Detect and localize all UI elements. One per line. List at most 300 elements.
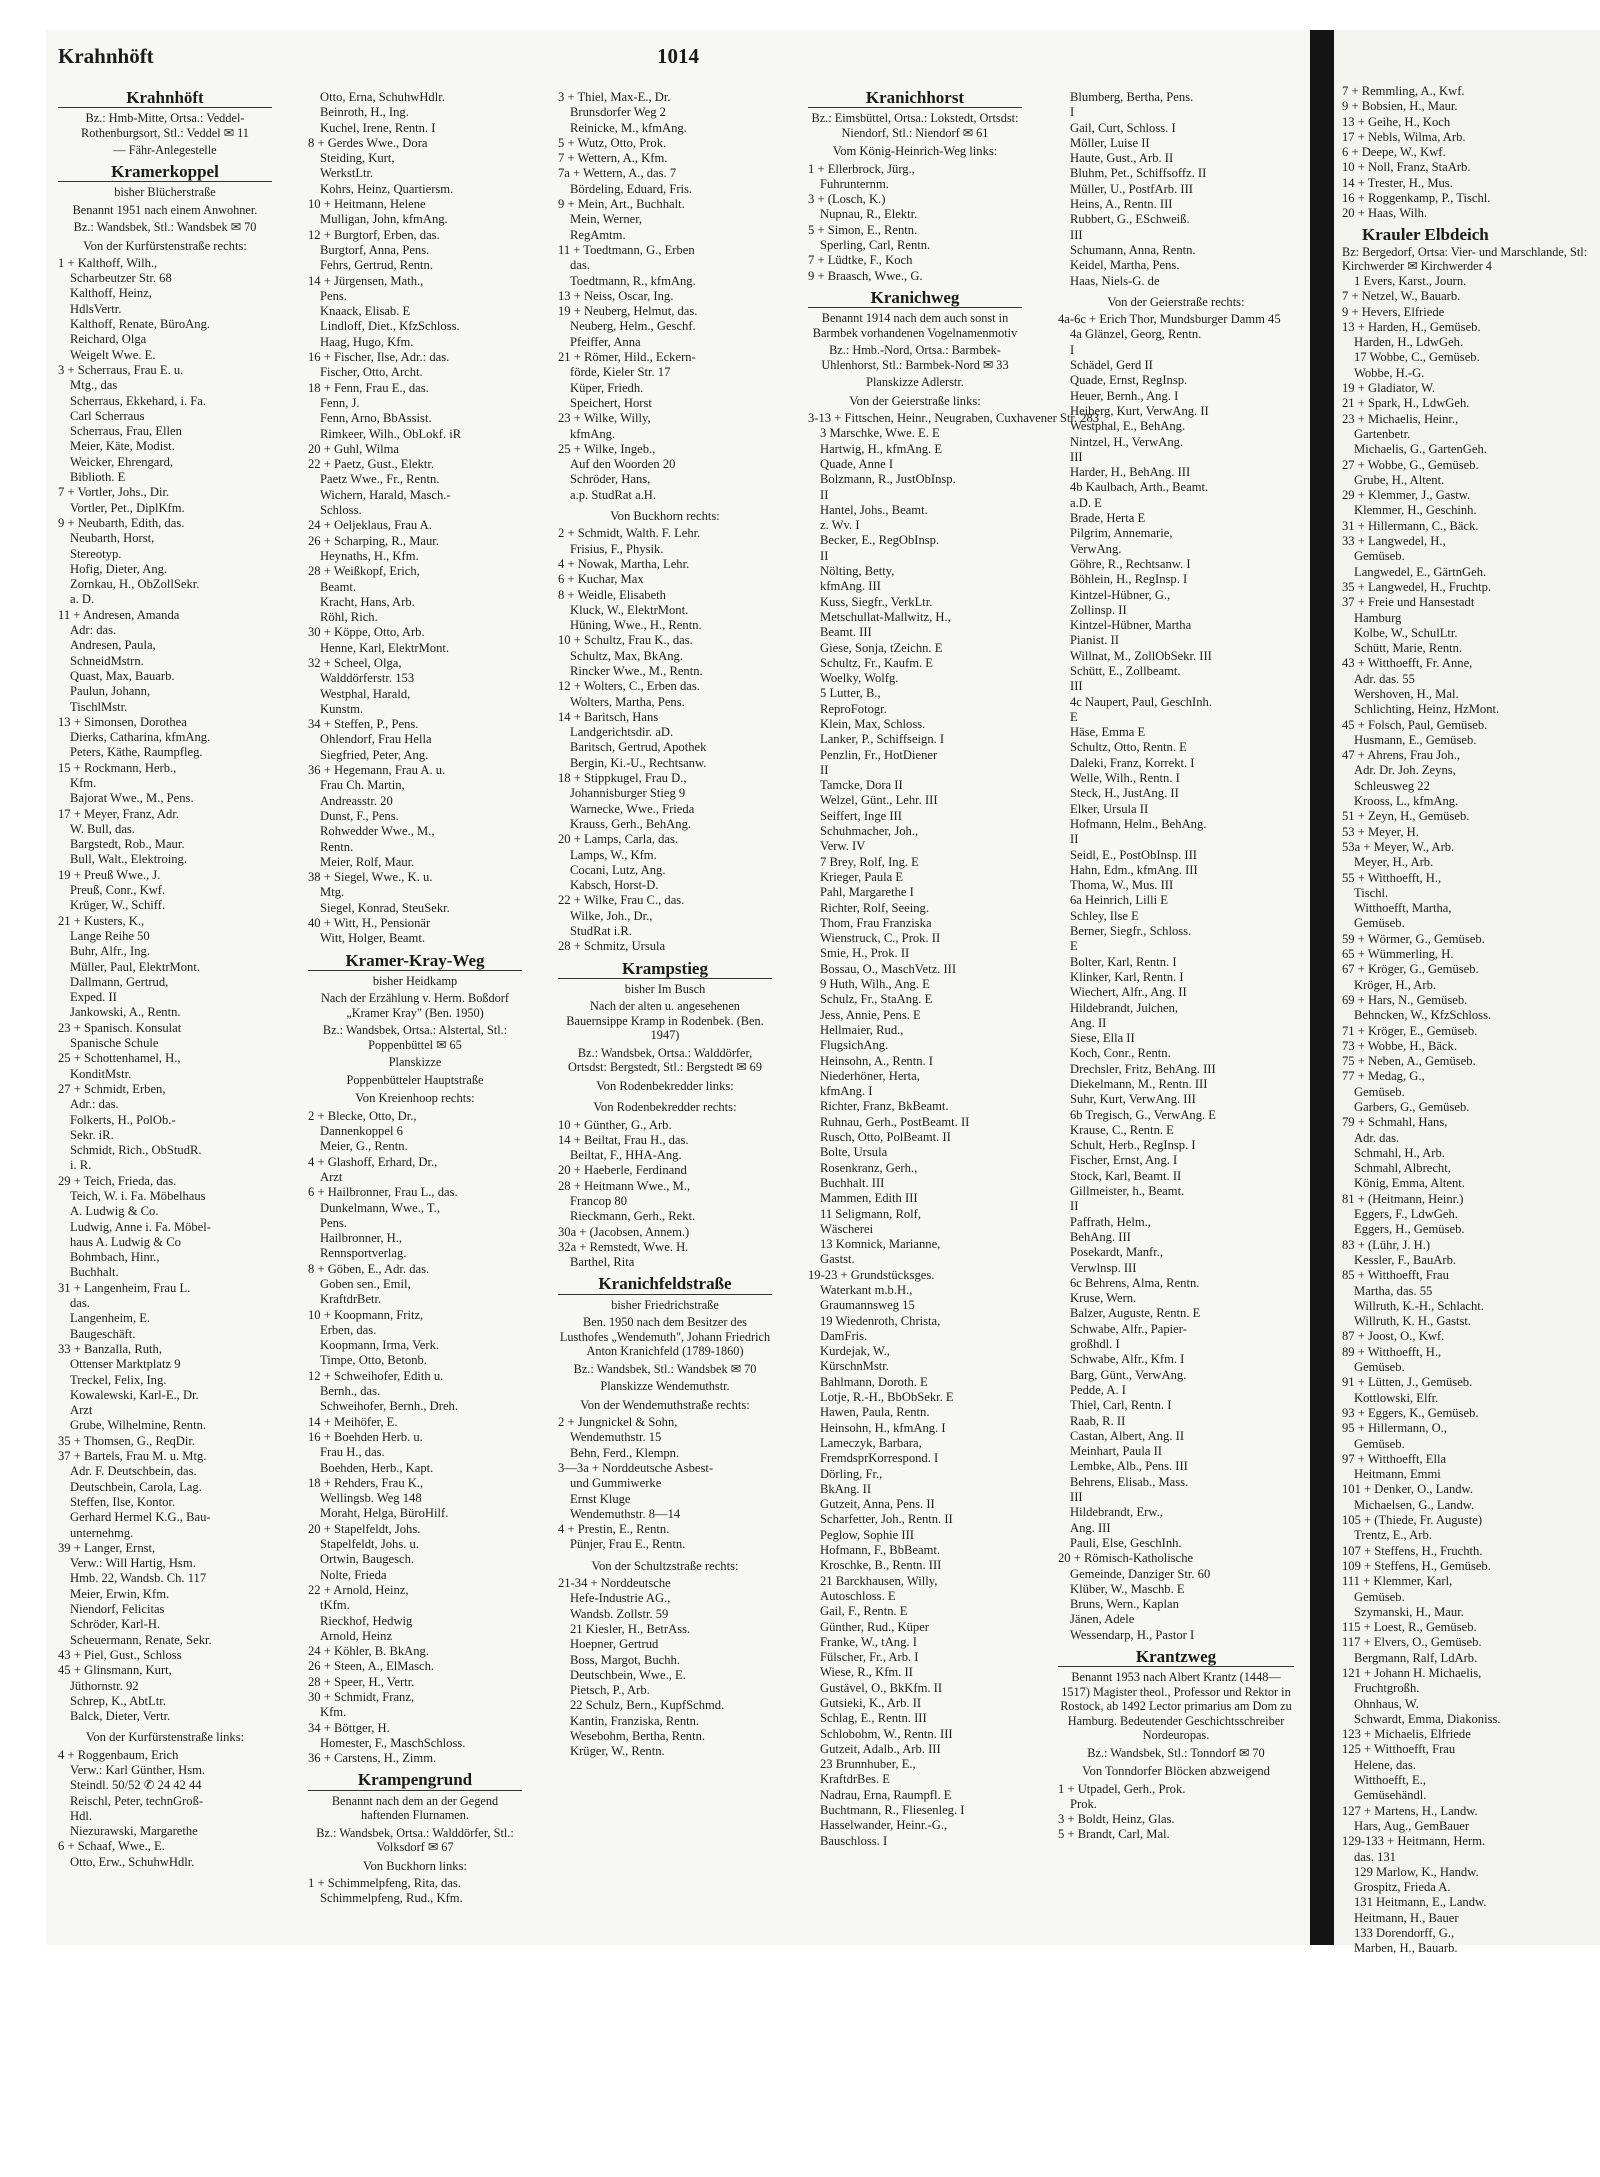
resident-entry: Otto, Erna, SchuhwHdlr.	[320, 90, 445, 104]
resident-entry: Bossau, O., MaschVetz. III	[820, 961, 957, 976]
resident-entry: Ortwin, Baugesch.	[320, 1552, 415, 1567]
resident-entry: 95 + Hillermann, O.,	[1342, 1421, 1448, 1436]
resident-entry: Kroschke, B., Rentn. III	[820, 1558, 942, 1573]
resident-entry: Gillmeister, h., Beamt.	[1070, 1184, 1185, 1199]
resident-entry: Krause, C., Rentn. E	[1070, 1122, 1174, 1137]
resident-entry: II	[820, 762, 829, 777]
resident-entry: Bolzmann, R., JustObInsp.	[820, 472, 956, 487]
street-section	[1058, 295, 1294, 1643]
resident-entry: Auf den Woorden 20	[570, 457, 676, 472]
resident-entry: 55 + Witthoefft, H.,	[1342, 870, 1442, 885]
resident-entry: 7 + Remmling, A., Kwf.	[1342, 84, 1465, 98]
street-info: — Fähr-Anlegestelle	[113, 143, 217, 158]
resident-entry: 87 + Joost, O., Kwf.	[1342, 1329, 1445, 1344]
street-title: Krampstieg	[558, 961, 772, 979]
resident-entry: 1 + Utpadel, Gerh., Prok.	[1058, 1781, 1186, 1796]
resident-entry: 13 + Simonsen, Dorothea	[58, 714, 187, 729]
resident-entry: Buchtmann, R., Fliesenleg. I	[820, 1803, 965, 1818]
resident-entry: Kolbe, W., SchulLtr.	[1354, 625, 1458, 640]
resident-entry: 34 + Böttger, H.	[308, 1720, 390, 1735]
resident-entry: 38 + Siegel, Wwe., K. u.	[308, 870, 433, 885]
resident-entry: Jankowski, A., Rentn.	[70, 1005, 181, 1020]
street-title: Krauler Elbdeich	[1362, 224, 1489, 244]
resident-entry: 33 + Langwedel, H.,	[1342, 534, 1446, 549]
resident-entry: 31 + Langenheim, Frau L.	[58, 1280, 191, 1295]
resident-entry: Krüger, W., Rentn.	[570, 1744, 665, 1759]
resident-entry: Speichert, Horst	[570, 395, 652, 410]
resident-entry: Schweihofer, Bernh., Dreh.	[320, 1399, 458, 1414]
resident-entry: tKfm.	[320, 1598, 350, 1613]
resident-entry: 8 + Gerdes Wwe., Dora	[308, 135, 428, 150]
resident-entry: Buchhalt. III	[820, 1175, 885, 1190]
resident-entry: Hefe-Industrie AG.,	[570, 1591, 671, 1606]
resident-entry: Seiffert, Inge III	[820, 808, 902, 823]
resident-entry: Bauschloss. I	[820, 1833, 888, 1848]
resident-entry: Brunsdorfer Weg 2	[570, 105, 666, 120]
resident-entry: Trentz, E., Arb.	[1354, 1528, 1432, 1543]
resident-entry: 16 + Roggenkamp, P., Tischl.	[1342, 191, 1491, 206]
resident-entry: Peters, Käthe, Raumpfleg.	[70, 745, 203, 760]
resident-entry: 13 + Geihe, H., Koch	[1342, 114, 1451, 129]
resident-entry: Deutschbein, Carola, Lag.	[70, 1479, 202, 1494]
resident-entry: 28 + Heitmann Wwe., M.,	[558, 1178, 691, 1193]
resident-entry: Ohnhaus, W.	[1354, 1696, 1419, 1711]
resident-entry: Hildebrandt, Julchen,	[1070, 1000, 1179, 1015]
resident-entry: Husmann, E., Gemüseb.	[1354, 732, 1477, 747]
resident-entry: Dierks, Catharina, kfmAng.	[70, 730, 211, 745]
resident-entry: Fehrs, Gertrud, Rentn.	[320, 258, 433, 273]
resident-entry: Gail, Curt, Schloss. I	[1070, 120, 1176, 135]
resident-entry: Schultz, Otto, Rentn. E	[1070, 740, 1187, 755]
resident-entry: Rohwedder Wwe., M.,	[320, 824, 435, 839]
resident-entry: Heiberg, Kurt, VerwAng. II	[1070, 403, 1209, 418]
resident-entry: 21-34 + Norddeutsche	[558, 1576, 671, 1591]
resident-entry: Hartwig, H., kfmAng. E	[820, 441, 943, 456]
resident-entry: Lange Reihe 50	[70, 928, 150, 943]
resident-entry: 13 + Neiss, Oscar, Ing.	[558, 288, 674, 303]
column-2	[308, 84, 522, 1934]
street-info: bisher Blücherstraße	[114, 185, 216, 200]
resident-entry: 85 + Witthoefft, Frau	[1342, 1268, 1449, 1283]
street-info: bisher Im Busch	[624, 981, 706, 996]
resident-entry: Otto, Erw., SchuhwHdlr.	[70, 1854, 195, 1869]
resident-entry: 3-13 + Fittschen, Heinr., Neugraben, Cuxhavener Str. 283	[808, 411, 1100, 426]
resident-entry: Hellmaier, Rud.,	[820, 1022, 904, 1037]
resident-entry: 117 + Elvers, O., Gemüseb.	[1342, 1635, 1482, 1650]
resident-entry: Niezurawski, Margarethe	[70, 1824, 198, 1839]
street-info: Bz.: Wandsbek, Stl.: Wandsbek ✉ 70	[573, 1361, 757, 1376]
resident-entry: Adr. das. 55	[1354, 671, 1415, 686]
resident-entry: 9 + Neubarth, Edith, das.	[58, 515, 185, 530]
resident-entry: Gutzeit, Adalb., Arb. III	[820, 1741, 941, 1756]
resident-entry: Schütt, Marie, Rentn.	[1354, 641, 1463, 656]
resident-entry: Jüthornstr. 92	[70, 1678, 139, 1693]
resident-entry: Gustävel, O., BkKfm. II	[820, 1680, 943, 1695]
resident-entry: Bördeling, Eduard, Fris.	[570, 181, 693, 196]
street-info: Bz: Bergedorf, Ortsa: Vier- und Marschlande, Stl: Kirchwerder ✉ Kirchwerder 4	[1342, 244, 1588, 274]
resident-entry: 12 + Wolters, C., Erben das.	[558, 679, 700, 694]
resident-entry: Bolter, Karl, Rentn. I	[1070, 954, 1177, 969]
resident-entry: Smie, H., Prok. II	[820, 946, 910, 961]
street-section	[558, 90, 772, 503]
resident-entry: Hüning, Wwe., H., Rentn.	[570, 618, 702, 633]
street-info: Bz.: Hmb.-Nord, Ortsa.: Barmbek-Uhlenhorst, Stl.: Barmbek-Nord ✉ 33	[821, 343, 1009, 372]
resident-entry: Koch, Conr., Rentn.	[1070, 1046, 1171, 1061]
resident-entry: Kurdejak, W.,	[820, 1344, 890, 1359]
street-info: Bz.: Eimsbüttel, Ortsa.: Lokstedt, Ortsdst: Niendorf, Stl.: Niendorf ✉ 61	[811, 111, 1019, 140]
resident-entry: Röhl, Rich.	[320, 610, 378, 625]
resident-entry: Bohmbach, Hinr.,	[70, 1250, 160, 1265]
resident-entry: Heitmann, H., Bauer	[1354, 1910, 1459, 1925]
street-info: Poppenbütteler Hauptstraße	[346, 1072, 484, 1087]
resident-entry: 47 + Ahrens, Frau Joh.,	[1342, 748, 1460, 763]
resident-entry: 19 + Neuberg, Helmut, das.	[558, 304, 698, 319]
resident-entry: 29 + Klemmer, J., Gastw.	[1342, 488, 1471, 503]
resident-entry: Schultz, Fr., Kaufm. E	[820, 655, 933, 670]
resident-entry: Fuhrunternm.	[820, 176, 889, 191]
resident-entry: 6b Tregisch, G., VerwAng. E	[1070, 1107, 1216, 1122]
resident-entry: 10 + Noll, Franz, StaArb.	[1342, 160, 1471, 175]
resident-entry: Göhre, R., Rechtsanw. I	[1070, 556, 1191, 571]
resident-entry: Stock, Karl, Beamt. II	[1070, 1168, 1182, 1183]
resident-entry: Klemmer, H., Geschinh.	[1354, 503, 1477, 518]
resident-entry: II	[820, 487, 829, 502]
resident-entry: Johannisburger Stieg 9	[570, 786, 686, 801]
resident-entry: Dallmann, Gertrud,	[70, 974, 169, 989]
resident-entry: 3 + Scherraus, Frau E. u.	[58, 362, 184, 377]
resident-entry: Ang. III	[1070, 1520, 1111, 1535]
resident-entry: Barthel, Rita	[570, 1255, 635, 1270]
resident-entry: 77 + Medag, G.,	[1342, 1069, 1425, 1084]
street-title: Krahnhöft	[58, 90, 272, 108]
resident-entry: Burgtorf, Anna, Pens.	[320, 242, 430, 257]
resident-entry: das.	[70, 1296, 90, 1311]
resident-entry: Harder, H., BehAng. III	[1070, 465, 1191, 480]
resident-entry: Helene, das.	[1354, 1757, 1416, 1772]
resident-entry: 4a Glänzel, Georg, Rentn.	[1070, 327, 1202, 342]
resident-entry: 21 + Kusters, K.,	[58, 913, 145, 928]
resident-entry: Rimkeer, Wilh., ObLokf. iR	[320, 426, 462, 441]
resident-entry: Siegfried, Peter, Ang.	[320, 747, 429, 762]
resident-entry: Adr. F. Deutschbein, das.	[70, 1464, 197, 1479]
resident-entry: Müller, Paul, ElektrMont.	[70, 959, 200, 974]
resident-entry: 30 + Schmidt, Franz,	[308, 1690, 415, 1704]
resident-entry: Spanische Schule	[70, 1036, 159, 1051]
resident-entry: Schröder, Karl-H.	[70, 1617, 161, 1632]
resident-entry: Kfm.	[70, 775, 97, 790]
resident-entry: Hildebrandt, Erw.,	[1070, 1505, 1163, 1520]
resident-entry: 10 + Günther, G., Arb.	[558, 1117, 672, 1132]
resident-entry: Francop 80	[570, 1194, 628, 1208]
resident-entry: Biblioth. E	[70, 470, 126, 485]
resident-entry: Rentn.	[320, 839, 354, 854]
resident-entry: Schwabe, Alfr., Papier-	[1070, 1321, 1187, 1336]
resident-entry: 39 + Langer, Ernst,	[58, 1540, 156, 1555]
street-info: bisher Heidkamp	[372, 973, 458, 988]
resident-entry: Reischl, Peter, technGroß-	[70, 1793, 204, 1808]
resident-entry: 36 + Hegemann, Frau A. u.	[308, 763, 446, 778]
resident-entry: Meier, G., Rentn.	[320, 1139, 408, 1154]
resident-entry: Pens.	[320, 288, 347, 303]
direction-subhead: Von der Geierstraße links:	[849, 393, 981, 408]
resident-entry: 22 + Arnold, Heinz,	[308, 1582, 409, 1597]
resident-entry: Welzel, Günt., Lehr. III	[820, 793, 938, 808]
resident-entry: Mtg.	[320, 885, 345, 900]
resident-entry: Hofmann, Helm., BehAng.	[1070, 816, 1207, 831]
resident-entry: 20 + Guhl, Wilma	[308, 441, 400, 456]
resident-entry: RegAmtm.	[570, 227, 626, 242]
resident-entry: Gutzeit, Anna, Pens. II	[820, 1497, 935, 1512]
resident-entry: 111 + Klemmer, Karl,	[1342, 1574, 1453, 1589]
resident-entry: Schlobohm, W., Rentn. III	[820, 1726, 953, 1741]
resident-entry: 101 + Denker, O., Landw.	[1342, 1482, 1473, 1497]
resident-entry: Deutschbein, Wwe., E.	[570, 1667, 686, 1682]
resident-entry: Verw.: Karl Günther, Hsm.	[70, 1762, 206, 1777]
street-title: Krantzweg	[1058, 1649, 1294, 1667]
street-section	[808, 90, 1022, 284]
resident-entry: 37 + Freie und Hansestadt	[1342, 595, 1475, 610]
resident-entry: 20 + Lamps, Carla, das.	[558, 832, 679, 847]
resident-entry: Heynaths, H., Kfm.	[320, 548, 419, 563]
column-1	[58, 84, 272, 1934]
resident-entry: unternehmg.	[70, 1525, 134, 1540]
resident-entry: Kalthoff, Renate, BüroAng.	[70, 317, 211, 332]
resident-entry: Neubarth, Horst,	[70, 531, 155, 546]
resident-entry: Dörling, Fr.,	[820, 1466, 883, 1481]
resident-entry: Wesebohm, Bertha, Rentn.	[570, 1729, 706, 1744]
resident-entry: 37 + Bartels, Frau M. u. Mtg.	[58, 1449, 207, 1464]
street-info: Benannt nach dem an der Gegend haftenden Flurnamen.	[331, 1793, 499, 1823]
resident-entry: Rincker Wwe., M., Rentn.	[570, 663, 703, 678]
resident-entry: Seidl, E., PostObInsp. III	[1070, 847, 1197, 862]
resident-entry: 1 + Schimmelpfeng, Rita, das.	[308, 1876, 461, 1891]
resident-entry: Paetz Wwe., Fr., Rentn.	[320, 472, 440, 487]
directory-page	[46, 30, 1310, 1945]
street-section	[558, 958, 772, 1095]
resident-entry: Henne, Karl, ElektrMont.	[320, 640, 450, 655]
resident-entry: Heinsohn, H., kfmAng. I	[820, 1420, 946, 1435]
resident-entry: 43 + Piel, Gust., Schloss	[58, 1647, 182, 1662]
resident-entry: Scharfetter, Joh., Rentn. II	[820, 1512, 953, 1527]
resident-entry: I	[1070, 342, 1075, 357]
resident-entry: Walddörferstr. 153	[320, 671, 415, 686]
resident-entry: 23 + Spanisch. Konsulat	[58, 1020, 182, 1035]
resident-entry: Goben sen., Emil,	[320, 1276, 411, 1291]
resident-entry: DamFris.	[820, 1328, 868, 1343]
resident-entry: 32 + Scheel, Olga,	[308, 655, 402, 670]
resident-entry: Bolte, Ursula	[820, 1145, 888, 1160]
resident-entry: Rosenkranz, Gerh.,	[820, 1160, 918, 1175]
resident-entry: 21 + Spark, H., LdwGeh.	[1342, 396, 1470, 411]
resident-entry: 28 + Schmitz, Ursula	[558, 939, 666, 954]
resident-entry: Wendemuthstr. 8—14	[570, 1506, 681, 1521]
resident-entry: 18 + Rehders, Frau K.,	[308, 1475, 424, 1490]
resident-entry: Willruth, K. H., Gastst.	[1354, 1314, 1472, 1329]
resident-entry: Arzt	[70, 1403, 93, 1418]
resident-entry: Witt, Holger, Beamt.	[320, 931, 425, 946]
resident-entry: Hars, Aug., GemBauer	[1354, 1818, 1470, 1833]
resident-entry: Castan, Albert, Ang. II	[1070, 1428, 1185, 1443]
resident-entry: KraftdrBes. E	[820, 1772, 890, 1787]
street-info: Bz.: Wandsbek, Ortsa.: Walddörfer, Stl.: Volksdorf ✉ 67	[316, 1825, 514, 1855]
resident-entry: 30 + Köppe, Otto, Arb.	[308, 625, 425, 640]
resident-entry: 3—3a + Norddeutsche Asbest-	[558, 1460, 714, 1475]
resident-entry: Meinhart, Paula II	[1070, 1444, 1162, 1459]
resident-entry: das. 131	[1354, 1849, 1396, 1864]
resident-entry: 14 + Beiltat, Frau H., das.	[558, 1132, 689, 1147]
resident-entry: 8 + Weidle, Elisabeth	[558, 587, 666, 602]
resident-entry: WerkstLtr.	[320, 166, 374, 181]
resident-entry: 12 + Schweihofer, Edith u.	[308, 1368, 444, 1383]
resident-entry: Garbers, G., Gemüseb.	[1354, 1100, 1470, 1114]
resident-entry: 123 + Michaelis, Elfriede	[1342, 1727, 1471, 1742]
resident-entry: Buhr, Alfr., Ing.	[70, 944, 150, 959]
resident-entry: Adr. Dr. Joh. Zeyns,	[1354, 763, 1456, 778]
direction-subhead: Von Tonndorfer Blöcken abzweigend	[1082, 1764, 1270, 1779]
resident-entry: 93 + Eggers, K., Gemüseb.	[1342, 1405, 1479, 1420]
resident-entry: Gemüseb.	[1354, 1436, 1405, 1451]
resident-entry: Fischer, Ernst, Ang. I	[1070, 1153, 1178, 1168]
resident-entry: 7 Brey, Rolf, Ing. E	[820, 854, 919, 869]
resident-entry: 7 + Netzel, W., Bauarb.	[1342, 289, 1461, 304]
resident-entry: 11 Seligmann, Rolf,	[820, 1206, 921, 1221]
resident-entry: Bajorat Wwe., M., Pens.	[70, 791, 194, 806]
running-head: Krahnhöft	[58, 44, 154, 68]
resident-entry: Schwabe, Alfr., Kfm. I	[1070, 1352, 1185, 1367]
resident-entry: Ruhnau, Gerh., PostBeamt. II	[820, 1114, 970, 1129]
resident-entry: 129 Marlow, K., Handw.	[1354, 1864, 1479, 1879]
resident-entry: Warnecke, Wwe., Frieda	[570, 801, 695, 816]
resident-entry: Quast, Max, Bauarb.	[70, 668, 175, 683]
resident-entry: Michaelsen, G., Landw.	[1354, 1497, 1475, 1512]
resident-entry: Diekelmann, M., Rentn. III	[1070, 1077, 1208, 1091]
resident-entry: Bruns, Wern., Kaplan	[1070, 1597, 1179, 1612]
resident-entry: Gartenbetr.	[1354, 426, 1411, 441]
resident-entry: 5 + Wutz, Otto, Prok.	[558, 135, 667, 150]
resident-entry: Bull, Walt., Elektroing.	[70, 852, 187, 867]
resident-entry: Gemüseb.	[1354, 1360, 1405, 1375]
resident-entry: Andresen, Paula,	[70, 638, 156, 653]
resident-entry: III	[1070, 449, 1083, 464]
resident-entry: Hofmann, F., BbBeamt.	[820, 1543, 941, 1558]
resident-entry: Cocani, Lutz, Ang.	[570, 862, 666, 877]
resident-entry: 97 + Witthoefft, Ella	[1342, 1451, 1447, 1466]
resident-entry: Rubbert, G., ESchweiß.	[1070, 212, 1190, 227]
direction-subhead: Von der Kurfürstenstraße links:	[85, 1730, 245, 1745]
resident-entry: Thoma, W., Mus. III	[1070, 878, 1174, 893]
resident-entry: Schlag, E., Rentn. III	[820, 1711, 927, 1726]
resident-entry: Hdl.	[70, 1808, 93, 1823]
resident-entry: Zollinsp. II	[1070, 602, 1127, 617]
street-section	[308, 90, 522, 947]
resident-entry: 125 + Witthoefft, Frau	[1342, 1742, 1456, 1757]
resident-entry: Pietsch, P., Arb.	[570, 1683, 650, 1698]
resident-entry: Tamcke, Dora II	[820, 778, 903, 793]
resident-entry: 32a + Remstedt, Wwe. H.	[558, 1239, 689, 1254]
resident-entry: 7 + Vortler, Johs., Dir.	[58, 485, 170, 500]
resident-entry: 4a-6c + Erich Thor, Mundsburger Damm 45	[1058, 312, 1281, 327]
resident-entry: Schlichting, Heinz, HzMont.	[1354, 702, 1500, 717]
resident-entry: Schulz, Fr., StaAng. E	[820, 992, 933, 1007]
resident-entry: Bahlmann, Doroth. E	[820, 1374, 928, 1389]
resident-entry: 7a + Wettern, A., das. 7	[558, 166, 677, 181]
resident-entry: 3 + (Losch, K.)	[808, 192, 886, 207]
resident-entry: kfmAng. III	[820, 579, 881, 594]
resident-entry: Schröder, Hans,	[570, 472, 651, 487]
resident-entry: Teich, W. i. Fa. Möbelhaus	[70, 1189, 206, 1203]
resident-entry: 28 + Speer, H., Vertr.	[308, 1674, 415, 1689]
resident-entry: Weicker, Ehrengard,	[70, 454, 174, 469]
resident-entry: Moraht, Helga, BüroHilf.	[320, 1506, 449, 1521]
resident-entry: Schuhmacher, Joh.,	[820, 824, 919, 839]
resident-entry: Kabsch, Horst-D.	[570, 878, 659, 893]
resident-entry: BkAng. II	[820, 1481, 872, 1496]
resident-entry: KraftdrBetr.	[320, 1292, 382, 1307]
resident-entry: Exped. II	[70, 990, 117, 1005]
resident-entry: Günther, Rud., Küper	[820, 1619, 929, 1634]
resident-entry: Lanker, P., Schiffseign. I	[820, 732, 945, 747]
direction-subhead: Von Buckhorn rechts:	[610, 509, 720, 524]
resident-entry: 25 + Schottenhamel, H.,	[58, 1051, 181, 1066]
resident-entry: Hahn, Edm., kfmAng. III	[1070, 862, 1198, 877]
resident-entry: Klüber, W., Maschb. E	[1070, 1581, 1185, 1596]
resident-entry: 9 + Hevers, Elfriede	[1342, 304, 1445, 319]
resident-entry: 11 + Andresen, Amanda	[58, 607, 180, 622]
resident-entry: Pünjer, Frau E., Rentn.	[570, 1537, 686, 1552]
resident-entry: Krieger, Paula E	[820, 869, 904, 884]
resident-entry: TischlMstr.	[70, 699, 128, 714]
resident-entry: a.p. StudRat a.H.	[570, 487, 657, 502]
resident-entry: 23 Brunnhuber, E.,	[820, 1757, 916, 1772]
resident-entry: Welle, Wilh., Rentn. I	[1070, 771, 1180, 786]
resident-entry: Nolte, Frieda	[320, 1567, 387, 1582]
resident-entry: 16 + Boehden Herb. u.	[308, 1429, 423, 1444]
resident-entry: Keidel, Martha, Pens.	[1070, 258, 1180, 273]
resident-entry: Niederhöner, Herta,	[820, 1068, 920, 1083]
resident-entry: 10 + Heitmann, Helene	[308, 197, 426, 212]
resident-entry: Metschullat-Mallwitz, H.,	[820, 609, 951, 624]
resident-entry: Arzt	[320, 1169, 343, 1184]
resident-entry: 2 + Schmidt, Walth. F. Lehr.	[558, 526, 701, 541]
resident-entry: Boss, Margot, Buchh.	[570, 1652, 680, 1667]
resident-entry: Folkerts, H., PolOb.-	[70, 1112, 176, 1127]
resident-entry: Gemüseb.	[1354, 1589, 1405, 1604]
resident-entry: 22 Schulz, Bern., KupfSchmd.	[570, 1698, 725, 1713]
resident-entry: Ernst Kluge	[570, 1491, 631, 1506]
street-section	[558, 1100, 772, 1270]
resident-entry: Dunst, F., Pens.	[320, 808, 399, 823]
resident-entry: Fischer, Otto, Archt.	[320, 365, 423, 380]
resident-entry: Richter, Franz, BkBeamt.	[820, 1099, 949, 1114]
resident-entry: 15 + Rockmann, Herb.,	[58, 760, 177, 775]
resident-entry: Raab, R. II	[1070, 1413, 1126, 1428]
resident-entry: Quade, Ernst, RegInsp.	[1070, 373, 1188, 388]
resident-entry: Bluhm, Pet., Schiffsoffz. II	[1070, 166, 1207, 181]
resident-entry: Koopmann, Irma, Verk.	[320, 1338, 440, 1353]
resident-entry: 1 + Kalthoff, Wilh.,	[58, 255, 158, 270]
resident-entry: 71 + Kröger, E., Gemüseb.	[1342, 1023, 1478, 1038]
resident-entry: 35 + Thomsen, G., ReqDir.	[58, 1433, 195, 1448]
resident-entry: Paulun, Johann,	[70, 684, 151, 699]
resident-entry: Behrens, Elisab., Mass.	[1070, 1474, 1189, 1489]
street-info: Bz.: Wandsbek, Stl.: Wandsbek ✉ 70	[73, 220, 257, 235]
resident-entry: Schrep, K., AbtLtr.	[70, 1693, 166, 1708]
resident-entry: Rennsportverlag.	[320, 1246, 407, 1261]
resident-entry: 19 + Preuß Wwe., J.	[58, 867, 161, 882]
resident-entry: Rieckmann, Gerh., Rekt.	[570, 1209, 696, 1224]
resident-entry: Ang. II	[1070, 1015, 1107, 1030]
facing-page	[1334, 30, 1600, 1956]
